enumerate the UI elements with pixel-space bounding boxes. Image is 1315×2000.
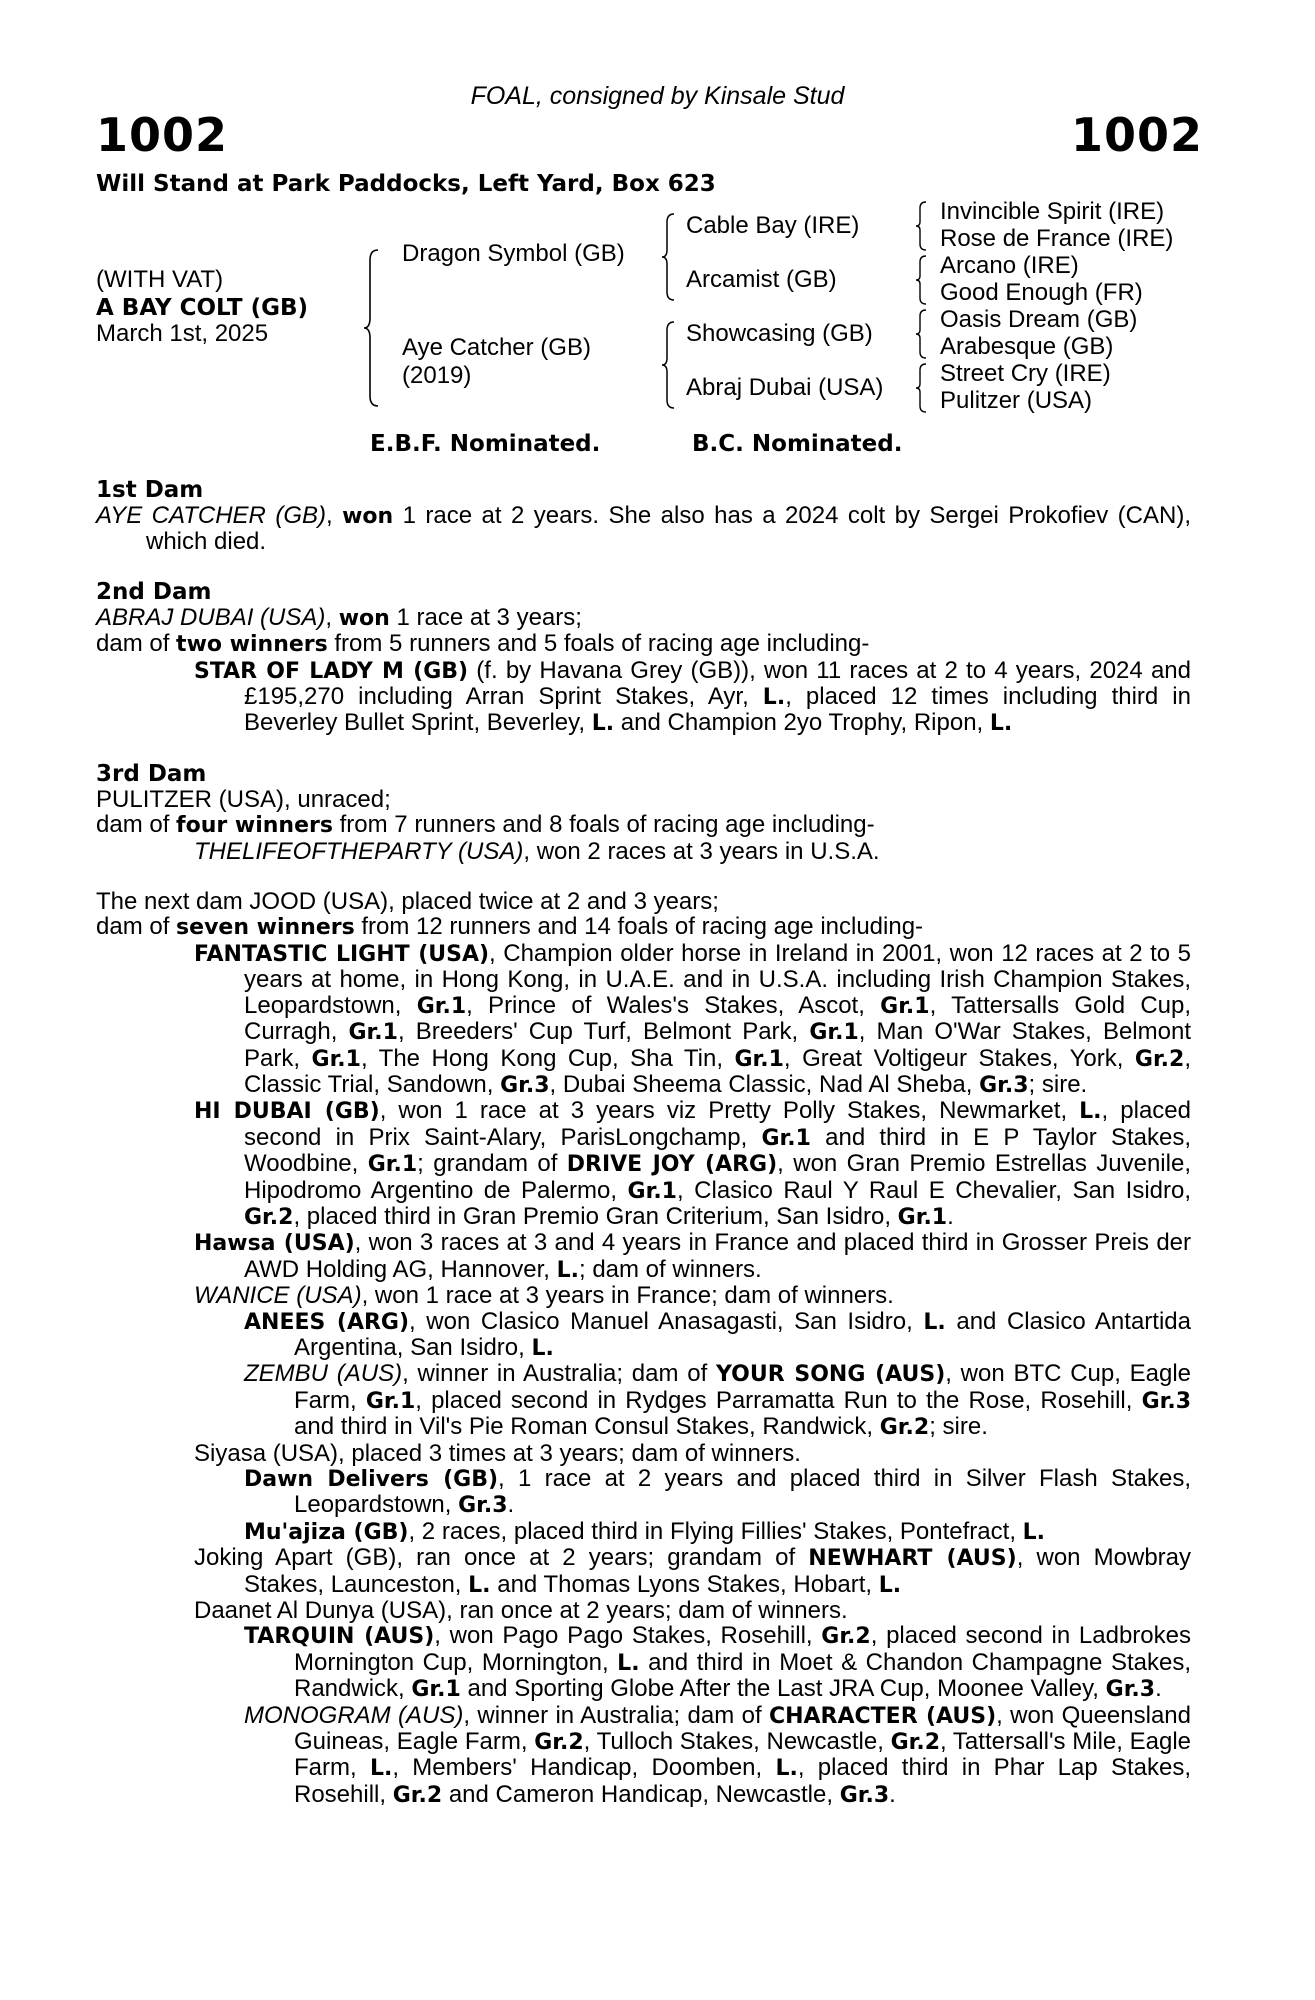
progeny-tarquin: TARQUIN (AUS), won Pago Pago Stakes, Rosehill, Gr.2, placed second in Ladbrokes Mornington Cup, Mornington, L. and third in Moet & Chandon Champagne Stakes, Randwick, Gr.1 and Sporting Globe After the Last JRA Cup, Moonee Valley, Gr.3. xyxy=(244,1622,1191,1703)
progeny-zembu: ZEMBU (AUS), winner in Australia; dam of YOUR SONG (AUS), won BTC Cup, Eagle Farm, Gr.1, placed second in Rydges Parramatta Run to the Rose, Rosehill, Gr.3 and third in Vil's Pie Roman Consul Stakes, Randwick, Gr.2; sire. xyxy=(244,1360,1192,1441)
pedigree-brace-main xyxy=(362,248,384,408)
sire-dam-sire: Arcano (IRE) xyxy=(940,252,1079,279)
progeny-wanice: WANICE (USA), won 1 race at 3 years in France; dam of winners. xyxy=(194,1282,894,1310)
sire-sire: Cable Bay (IRE) xyxy=(686,212,860,239)
third-dam-progeny: THELIFEOFTHEPARTY (USA), won 2 races at 3 years in U.S.A. xyxy=(194,837,880,865)
second-dam-produce: dam of two winners from 5 runners and 5 foals of racing age including- xyxy=(96,630,870,658)
progeny-joking-apart: Joking Apart (GB), ran once at 2 years; grandam of NEWHART (AUS), won Mowbray Stakes, Launceston, L. and Thomas Lyons Stakes, Hobart, L. xyxy=(194,1544,1192,1598)
bc-nomination: B.C. Nominated. xyxy=(692,431,903,457)
sire-dam-dam: Good Enough (FR) xyxy=(940,279,1143,306)
next-dam-text: The next dam JOOD (USA), placed twice at 2 and 3 years; xyxy=(96,888,719,916)
dam-dam-sire: Street Cry (IRE) xyxy=(940,360,1111,387)
first-dam-heading: 1st Dam xyxy=(96,477,204,503)
dam-year: (2019) xyxy=(402,362,472,389)
progeny-siyasa: Siyasa (USA), placed 3 times at 3 years; dam of winners. xyxy=(194,1439,801,1467)
pedigree-brace-dd xyxy=(914,362,930,414)
first-dam-text: AYE CATCHER (GB), won 1 race at 2 years. She also has a 2024 colt by Sergei Prokofiev (CAN), which died. xyxy=(96,502,1191,556)
dam-dam: Abraj Dubai (USA) xyxy=(686,374,884,401)
dam-sire: Showcasing (GB) xyxy=(686,320,873,347)
sire-sire-sire: Invincible Spirit (IRE) xyxy=(940,198,1165,225)
second-dam-progeny: STAR OF LADY M (GB) (f. by Havana Grey (GB)), won 11 races at 2 to 4 years, 2024 and £195,270 including Arran Sprint Stakes, Ayr, L., placed 12 times including third in Beverley Bullet Sprint, Beverley, L. and Champion 2yo Trophy, Ripon, L. xyxy=(194,656,1192,737)
pedigree-brace-ss xyxy=(914,200,930,252)
horse-name: A BAY COLT (GB) xyxy=(96,295,309,321)
next-dam-produce: dam of seven winners from 12 runners and 14 foals of racing age including- xyxy=(96,913,924,941)
second-dam-heading: 2nd Dam xyxy=(96,578,212,605)
pedigree-brace-sire xyxy=(660,212,678,302)
progeny-hawsa: Hawsa (USA), won 3 races at 3 and 4 years in France and placed third in Grosser Preis der AWD Holding AG, Hannover, L.; dam of winners. xyxy=(194,1229,1192,1283)
consignment-header: FOAL, consigned by Kinsale Stud xyxy=(470,82,845,110)
progeny-dawn-delivers: Dawn Delivers (GB), 1 race at 2 years and placed third in Silver Flash Stakes, Leopardstown, Gr.3. xyxy=(244,1465,1191,1519)
progeny-anees: ANEES (ARG), won Clasico Manuel Anasagasti, San Isidro, L. and Clasico Antartida Argentina, San Isidro, L. xyxy=(244,1307,1191,1361)
foaling-date: March 1st, 2025 xyxy=(96,320,269,347)
stand-location: Will Stand at Park Paddocks, Left Yard, Box 623 xyxy=(96,171,716,197)
third-dam-text: PULITZER (USA), unraced; xyxy=(96,785,391,813)
second-dam-text: ABRAJ DUBAI (USA), won 1 race at 3 years; xyxy=(96,603,582,631)
catalogue-body xyxy=(96,478,1191,1808)
pedigree-brace-dam xyxy=(660,320,678,410)
progeny-fantastic-light: FANTASTIC LIGHT (USA), Champion older horse in Ireland in 2001, won 12 races at 2 to 5 years at home, in Hong Kong, in U.A.E. and in U.S.A. including Irish Champion Stakes, Leopardstown, Gr.1, Prince of Wales's Stakes, Ascot, Gr.1, Tattersalls Gold Cup, Curragh, Gr.1, Breeders' Cup Turf, Belmont Park, Gr.1, Man O'War Stakes, Belmont Park, Gr.1, The Hong Kong Cup, Sha Tin, Gr.1, Great Voltigeur Stakes, York, Gr.2, Classic Trial, Sandown, Gr.3, Dubai Sheema Classic, Nad Al Sheba, Gr.3; sire. xyxy=(194,939,1192,1098)
dam-sire-sire: Oasis Dream (GB) xyxy=(940,306,1138,333)
ebf-nomination: E.B.F. Nominated. xyxy=(370,431,601,457)
lot-number-right: 1002 xyxy=(1070,108,1203,162)
sire-dam: Arcamist (GB) xyxy=(686,266,837,293)
pedigree-brace-sd xyxy=(914,254,930,306)
progeny-daanet-al-dunya: Daanet Al Dunya (USA), ran once at 2 years; dam of winners. xyxy=(194,1597,848,1625)
progeny-muajiza: Mu'ajiza (GB), 2 races, placed third in Flying Fillies' Stakes, Pontefract, L. xyxy=(244,1517,1046,1545)
dam: Aye Catcher (GB) xyxy=(402,334,591,361)
pedigree-brace-ds xyxy=(914,308,930,360)
lot-number-left: 1002 xyxy=(96,108,229,162)
third-dam-heading: 3rd Dam xyxy=(96,760,207,787)
dam-dam-dam: Pulitzer (USA) xyxy=(940,387,1093,414)
sire: Dragon Symbol (GB) xyxy=(402,240,625,267)
sire-sire-dam: Rose de France (IRE) xyxy=(940,225,1174,252)
third-dam-produce: dam of four winners from 7 runners and 8 foals of racing age including- xyxy=(96,811,875,839)
vat-note: (WITH VAT) xyxy=(96,266,224,293)
progeny-monogram: MONOGRAM (AUS), winner in Australia; dam of CHARACTER (AUS), won Queensland Guineas, Eagle Farm, Gr.2, Tulloch Stakes, Newcastle, Gr.2, Tattersall's Mile, Eagle Farm, L., Members' Handicap, Doomben, L., placed third in Phar Lap Stakes, Rosehill, Gr.2 and Cameron Handicap, Newcastle, Gr.3. xyxy=(244,1701,1191,1808)
dam-sire-dam: Arabesque (GB) xyxy=(940,333,1114,360)
progeny-hi-dubai: HI DUBAI (GB), won 1 race at 3 years viz Pretty Polly Stakes, Newmarket, L., placed second in Prix Saint-Alary, ParisLongchamp, Gr.1 and third in E P Taylor Stakes, Woodbine, Gr.1; grandam of DRIVE JOY (ARG), won Gran Premio Estrellas Juvenile, Hipodromo Argentino de Palermo, Gr.1, Clasico Raul Y Raul E Chevalier, San Isidro, Gr.2, placed third in Gran Premio Gran Criterium, San Isidro, Gr.1. xyxy=(194,1097,1192,1230)
